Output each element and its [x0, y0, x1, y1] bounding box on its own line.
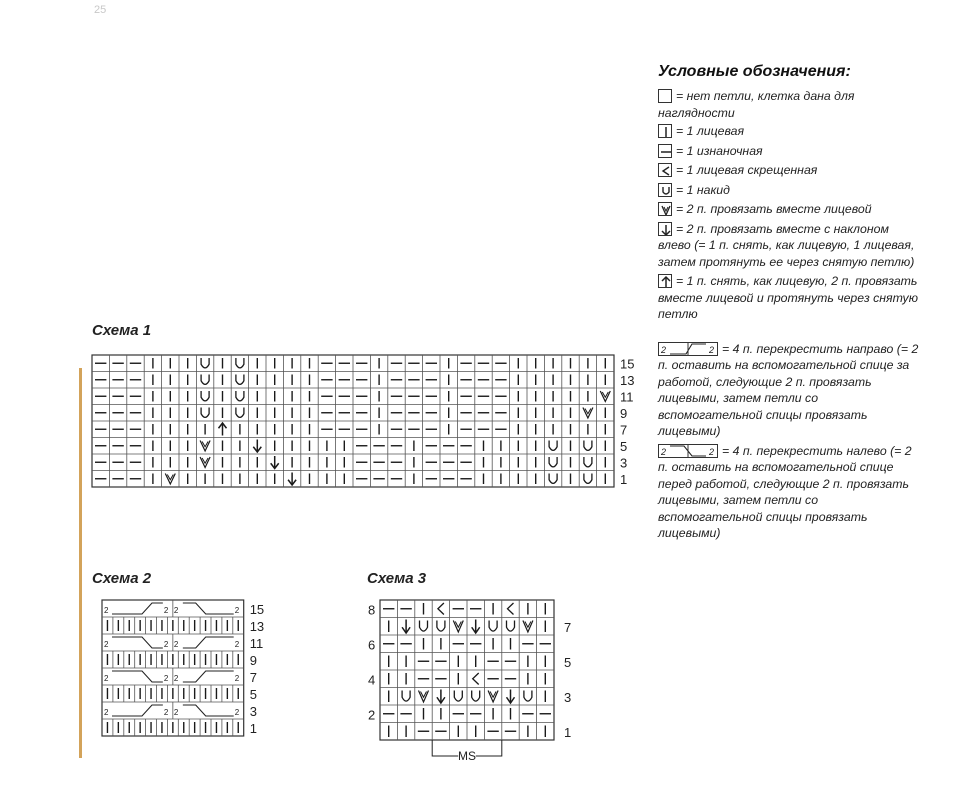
cable-count-label: 2 — [104, 606, 109, 615]
schema-1-chart — [90, 353, 650, 505]
legend-item-sk2p: = 1 п. снять, как лицевую, 2 п. провязать вместе лицевой и протянуть через снятую петлю — [658, 274, 918, 321]
cable-count-label: 2 — [104, 640, 109, 649]
cable-count-label: 2 — [173, 606, 179, 615]
row-label-right: 3 — [564, 690, 572, 705]
row-label: 15 — [249, 602, 265, 617]
row-label: 3 — [249, 704, 257, 719]
purl-icon — [658, 144, 672, 158]
row-label: 7 — [249, 670, 257, 685]
row-label: 7 — [620, 422, 628, 438]
cable-count-label: 2 — [163, 708, 169, 717]
cable-count-label: 2 — [234, 674, 240, 683]
row-label: 15 — [620, 356, 635, 372]
legend-item-twisted: = 1 лицевая скрещенная — [658, 162, 920, 179]
row-label: 13 — [620, 373, 635, 388]
sk2p-arrow-icon — [658, 274, 672, 288]
cable-left-icon — [658, 444, 718, 458]
row-label: 1 — [620, 472, 628, 487]
twisted-knit-icon — [658, 163, 672, 177]
legend-item-k2tog: = 2 п. провязать вместе лицевой — [658, 201, 920, 218]
cable-count-label: 2 — [104, 708, 109, 717]
cable-count-label: 2 — [163, 640, 169, 649]
row-label-left: 8 — [368, 602, 376, 618]
svg-text:2: 2 — [709, 446, 715, 457]
legend-item-knit: = 1 лицевая — [658, 123, 920, 140]
ms-label: MS — [458, 749, 476, 763]
schema-3-chart — [360, 598, 590, 768]
schema-1-title: Схема 1 — [92, 322, 152, 339]
cable-count-label: 2 — [173, 708, 179, 717]
page-number: 25 — [94, 4, 107, 16]
cable-right-icon — [658, 342, 718, 356]
row-label: 11 — [249, 636, 264, 651]
svg-text:2: 2 — [709, 344, 715, 355]
row-label: 11 — [620, 389, 634, 405]
row-label: 5 — [620, 439, 628, 454]
row-label-right: 1 — [564, 725, 572, 740]
legend-item-cable-left: 2 2 = 4 п. перекрестить налево (= 2 п. оставить на вспомогательной спице перед работой, следующие 2 п. провязать лицевыми, затем петли со вспомогательной спицы провязать лицевыми) — [658, 443, 912, 540]
legend-title: Условные обозначения: — [658, 63, 851, 80]
row-label: 1 — [249, 721, 257, 736]
cable-count-label: 2 — [173, 674, 179, 683]
schema-2-title: Схема 2 — [92, 570, 152, 587]
schema-2-chart — [100, 598, 280, 748]
legend-item-ssk: = 2 п. провязать вместе с наклоном влево (= 1 п. снять, как лицевую, 1 лицевая, затем протянуть ее через снятую петлю) — [658, 221, 915, 269]
cable-count-label: 2 — [234, 708, 240, 717]
row-label-left: 4 — [368, 672, 376, 688]
legend-item-yarnover: = 1 накид — [658, 182, 920, 199]
empty-cell-icon — [658, 89, 672, 103]
row-label: 3 — [620, 455, 628, 471]
svg-text:2: 2 — [661, 344, 667, 355]
ms-bracket — [432, 740, 458, 756]
row-label-right: 7 — [564, 620, 572, 635]
svg-text:2: 2 — [661, 446, 667, 457]
cable-count-label: 2 — [163, 674, 169, 683]
cable-count-label: 2 — [173, 640, 179, 649]
legend-item-purl: = 1 изнаночная — [658, 143, 920, 160]
knit-icon — [658, 124, 672, 138]
row-label: 13 — [249, 619, 265, 634]
yarnover-icon — [658, 183, 672, 197]
legend-item-empty: = нет петли, клетка дана для наглядности — [658, 89, 855, 120]
cable-count-label: 2 — [234, 606, 240, 615]
ms-bracket — [476, 740, 502, 756]
row-label: 9 — [620, 406, 628, 421]
row-label-left: 6 — [368, 637, 376, 653]
row-label-right: 5 — [564, 655, 572, 670]
cable-count-label: 2 — [104, 674, 109, 683]
legend — [658, 88, 920, 542]
ssk-arrow-icon — [658, 222, 672, 236]
cable-count-label: 2 — [234, 640, 240, 649]
k2tog-icon — [658, 202, 672, 216]
row-label: 5 — [249, 687, 257, 702]
cable-count-label: 2 — [163, 606, 169, 615]
legend-item-cable-right: 2 2 = 4 п. перекрестить направо (= 2 п. оставить на вспомогательной спице за работой, следующие 2 п. провязать лицевыми, затем петли со вспомогательной спицы провязать лицевыми) — [658, 341, 919, 438]
accent-rule — [79, 368, 82, 758]
schema-3-title: Схема 3 — [367, 570, 427, 587]
row-label: 9 — [249, 653, 257, 668]
row-label-left: 2 — [368, 707, 376, 723]
